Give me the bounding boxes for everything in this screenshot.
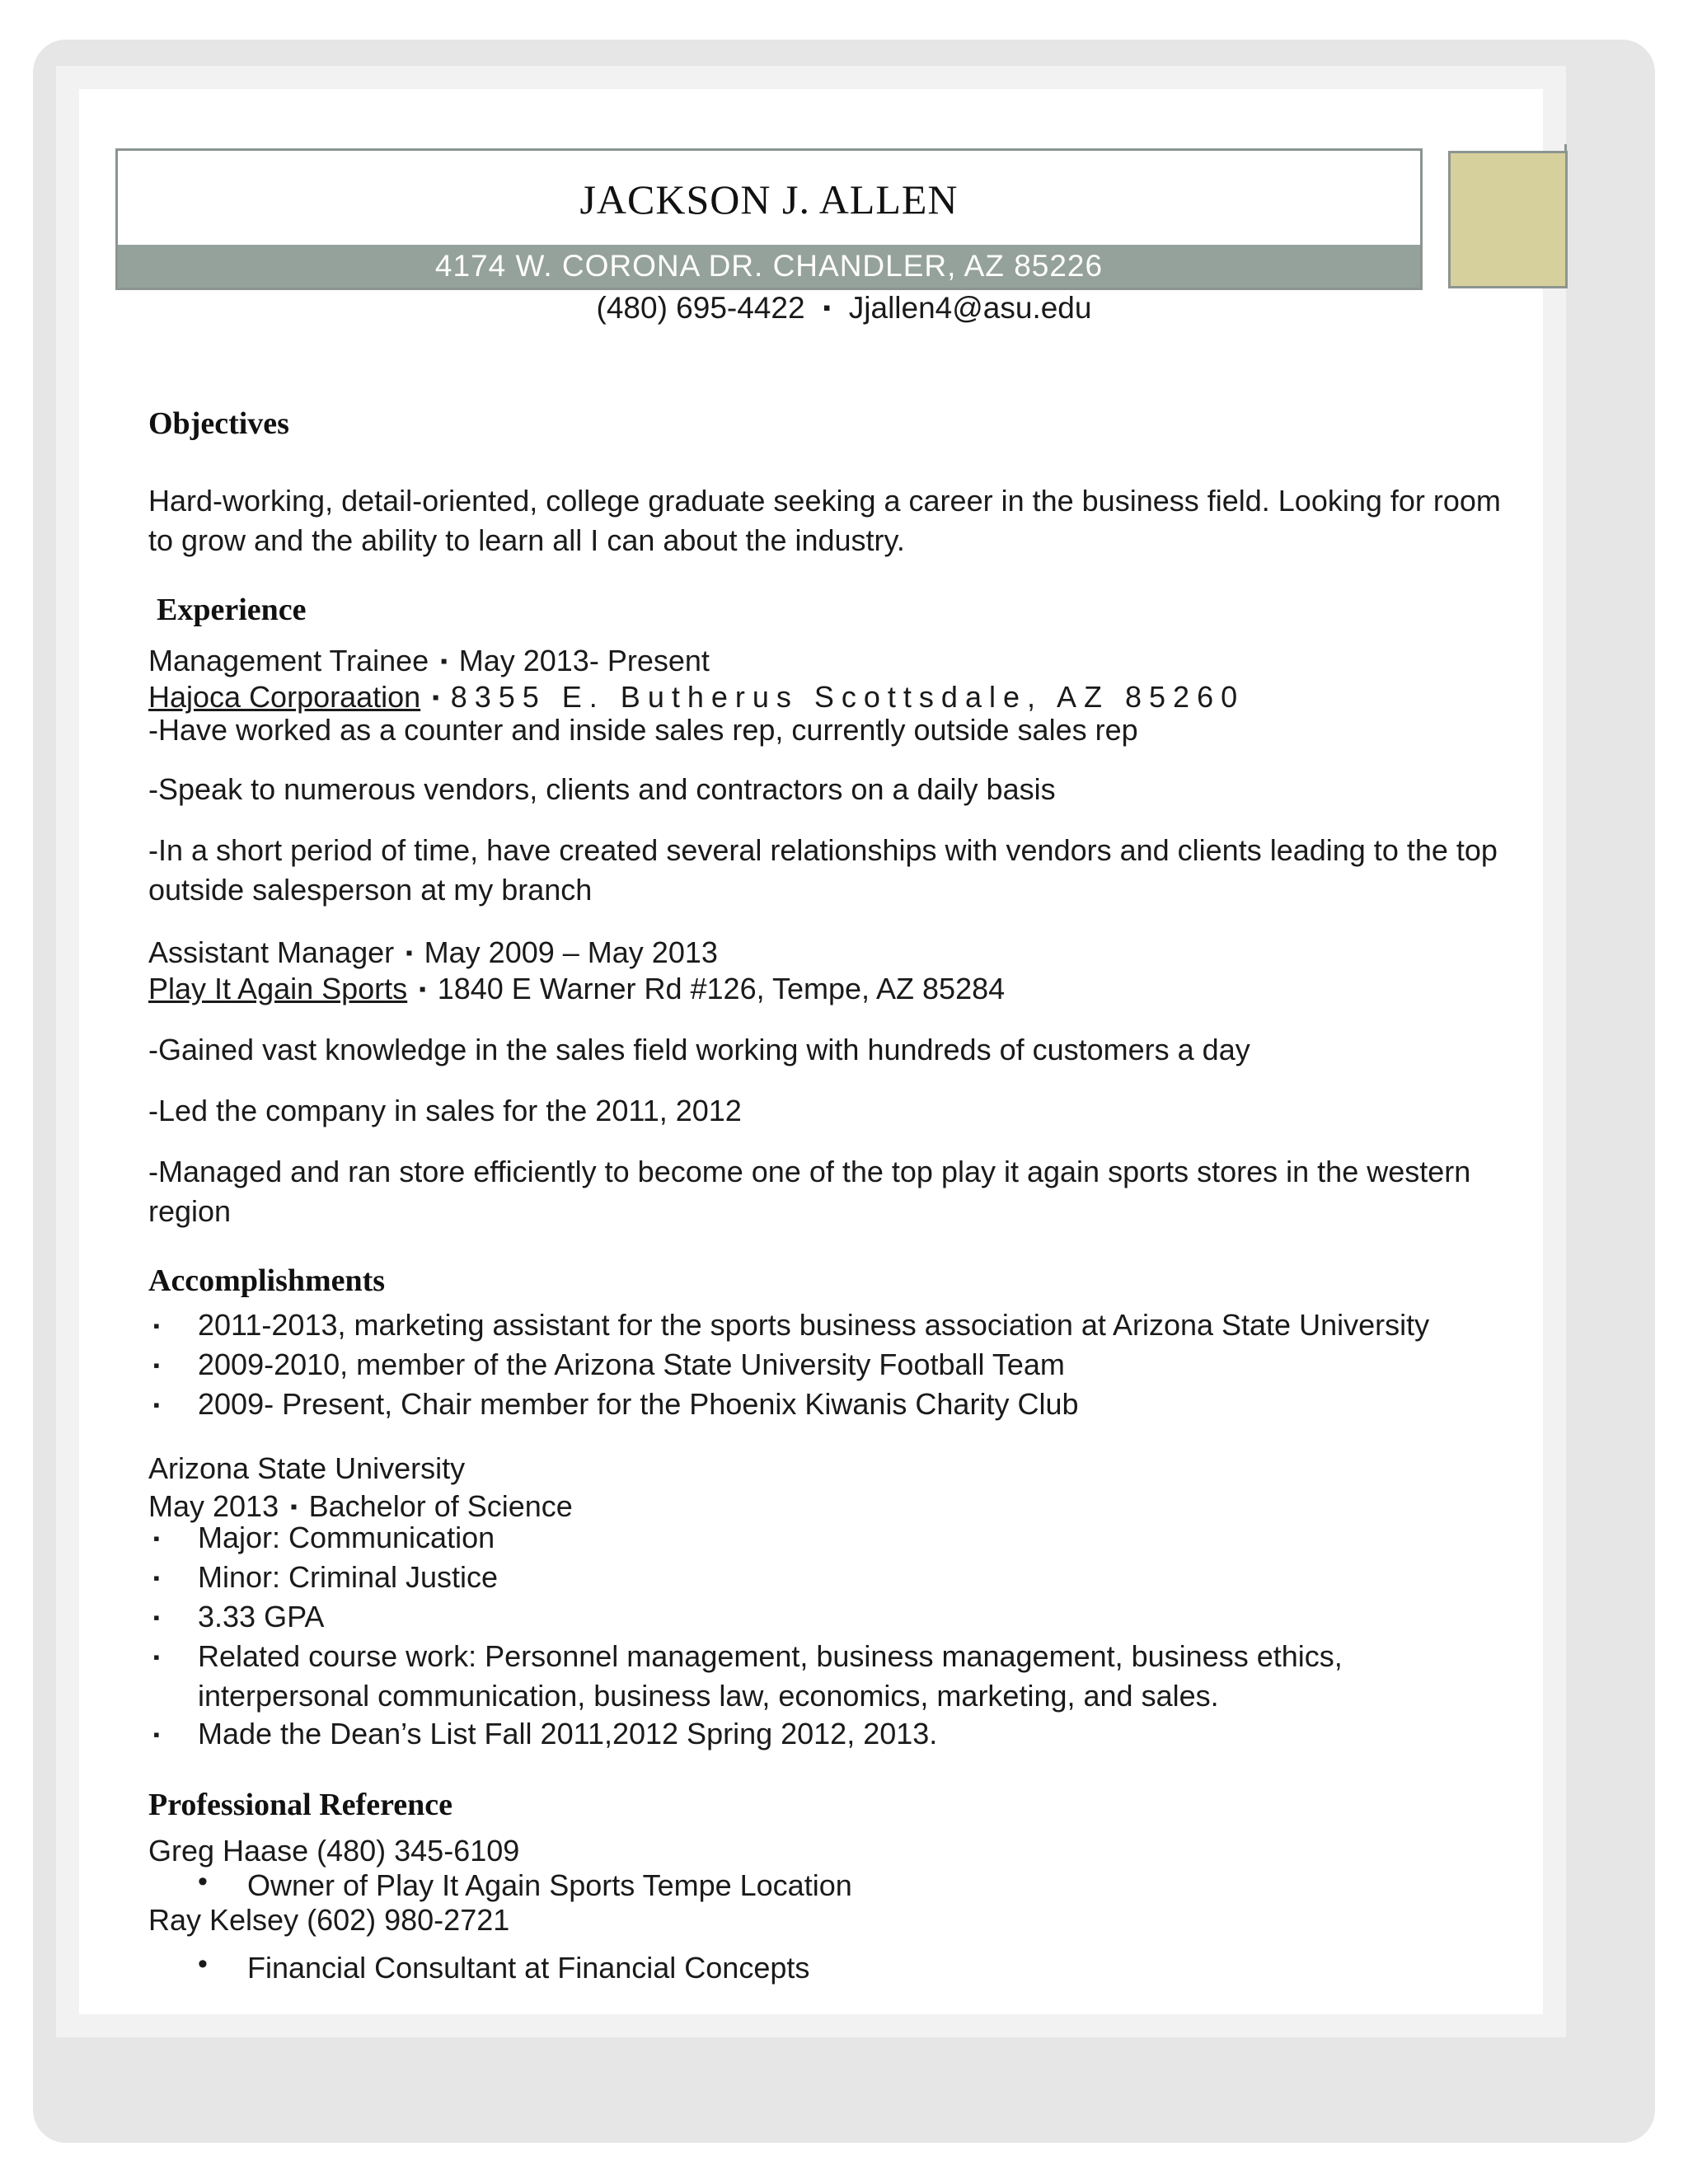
job-bullet: -Have worked as a counter and inside sales rep, currently outside sales rep [148, 713, 1138, 747]
separator: ▪ [432, 687, 439, 709]
job-bullet: -Gained vast knowledge in the sales field working with hundreds of customers a day [148, 1033, 1250, 1066]
graduation-date: May 2013 [148, 1489, 279, 1523]
accomplishments-heading: Accomplishments [148, 1263, 386, 1298]
company-location: 8355 E. Butherus Scottsdale, AZ 85260 [450, 680, 1245, 714]
school-name: Arizona State University [148, 1451, 466, 1485]
objectives-heading: Objectives [148, 406, 289, 441]
job-bullet: -Speak to numerous vendors, clients and contractors on a daily basis [148, 772, 1056, 806]
company-name: Hajoca Corporaation [148, 680, 421, 714]
email-address: Jjallen4@asu.edu [848, 291, 1092, 325]
education-item: 3.33 GPA [198, 1600, 325, 1633]
name-header-box [115, 148, 1423, 290]
job-bullet: -Managed and ran store efficiently to become one of the top play it again sports stores in the western region [148, 1155, 1471, 1228]
job-title: Assistant Manager [148, 935, 395, 969]
education-item: Related course work: Personnel management, business management, business ethics, interpersonal communication, business law, economics, marketing, and sales. [198, 1639, 1343, 1713]
square-bullet-icon: ▪ [153, 1528, 160, 1549]
references-heading: Professional Reference [148, 1788, 452, 1822]
square-bullet-icon: ▪ [153, 1394, 160, 1415]
job-dates: May 2009 – May 2013 [424, 935, 718, 969]
degree: Bachelor of Science [308, 1489, 573, 1523]
company-location: 1840 E Warner Rd #126, Tempe, AZ 85284 [437, 972, 1006, 1005]
address-bar: 4174 W. CORONA DR. CHANDLER, AZ 85226 [118, 245, 1420, 288]
contact-separator: ▪ [823, 295, 831, 320]
square-bullet-icon: ▪ [153, 1647, 160, 1667]
job-title-line [148, 641, 710, 682]
accomplishment-item: 2009-2010, member of the Arizona State University Football Team [198, 1347, 1065, 1381]
square-bullet-icon: ▪ [153, 1568, 160, 1588]
job-bullet: -Led the company in sales for the 2011, 2012 [148, 1094, 742, 1127]
reference-role: Financial Consultant at Financial Concepts [247, 1951, 810, 1985]
square-bullet-icon: ▪ [153, 1607, 160, 1628]
reference-role: Owner of Play It Again Sports Tempe Location [247, 1868, 852, 1902]
experience-heading: Experience [157, 593, 307, 627]
separator: ▪ [290, 1496, 298, 1518]
square-bullet-icon: ▪ [153, 1355, 160, 1376]
accent-color-block [1448, 151, 1568, 288]
separator: ▪ [440, 650, 448, 673]
reference-contact: Greg Haase (480) 345-6109 [148, 1834, 520, 1868]
accent-tick [1564, 144, 1567, 152]
contact-line [0, 291, 1688, 326]
accomplishment-item: 2009- Present, Chair member for the Phoenix Kiwanis Charity Club [198, 1387, 1079, 1421]
separator: ▪ [406, 942, 413, 964]
job-title: Management Trainee [148, 644, 429, 677]
company-name: Play It Again Sports [148, 972, 408, 1005]
job-bullet: -In a short period of time, have created several relationships with vendors and clients leading to the top outside salesperson at my branch [148, 833, 1498, 907]
reference-contact: Ray Kelsey (602) 980-2721 [148, 1903, 510, 1937]
education-item: Made the Dean’s List Fall 2011,2012 Spring 2012, 2013. [198, 1717, 938, 1750]
education-item: Major: Communication [198, 1521, 495, 1554]
separator: ▪ [419, 978, 426, 1001]
job-title-line [148, 933, 718, 973]
objectives-text: Hard-working, detail-oriented, college graduate seeking a career in the business field. Looking for room to grow and the ability to learn all I can about the industry. [148, 484, 1501, 557]
square-bullet-icon: ▪ [153, 1315, 160, 1336]
round-bullet-icon: • [198, 1948, 208, 1980]
square-bullet-icon: ▪ [153, 1724, 160, 1745]
phone-number: (480) 695-4422 [596, 291, 805, 325]
education-item: Minor: Criminal Justice [198, 1560, 499, 1594]
candidate-name: JACKSON J. ALLEN [579, 176, 959, 223]
accomplishment-item: 2011-2013, marketing assistant for the sports business association at Arizona State University [198, 1308, 1430, 1342]
job-dates: May 2013- Present [458, 644, 710, 677]
job-company-line [148, 969, 1005, 1010]
round-bullet-icon: • [198, 1866, 208, 1897]
